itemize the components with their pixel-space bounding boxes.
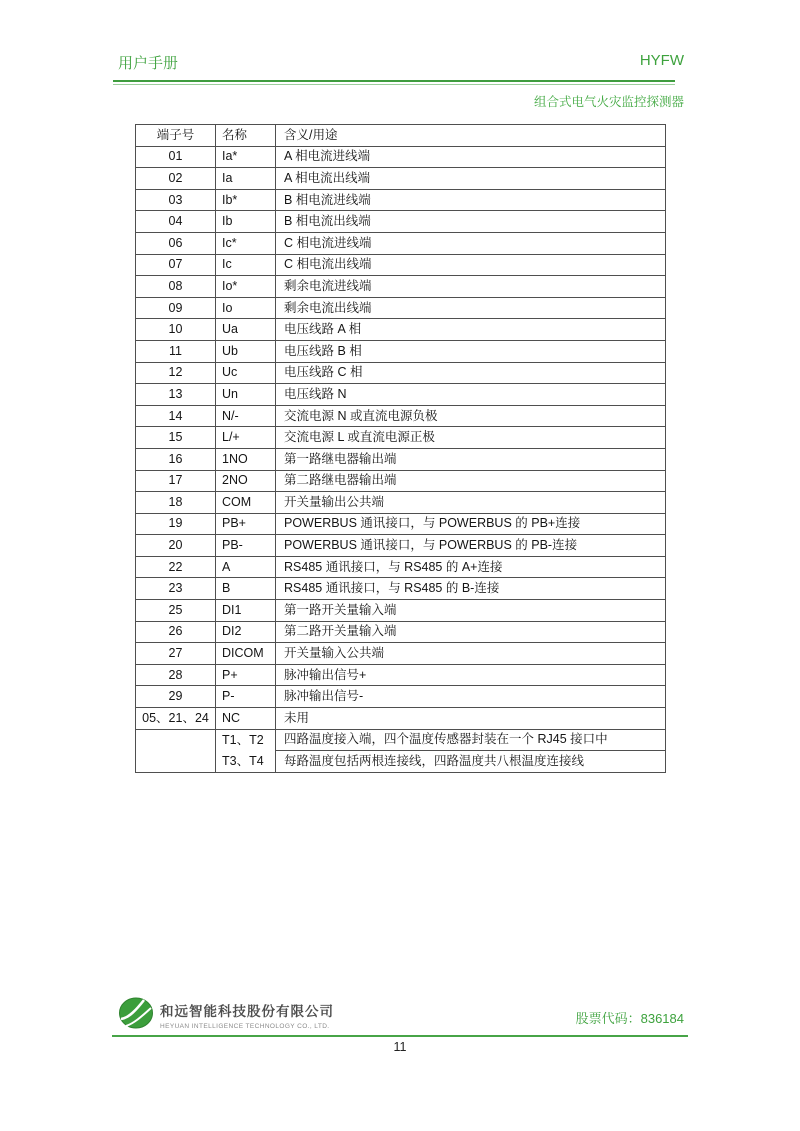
name-cell: Io* bbox=[216, 276, 276, 298]
name-cell: 1NO bbox=[216, 448, 276, 470]
meaning-cell: POWERBUS 通讯接口，与 POWERBUS 的 PB+连接 bbox=[276, 513, 666, 535]
terminal-cell: 14 bbox=[136, 405, 216, 427]
name-cell: Ua bbox=[216, 319, 276, 341]
terminal-cell: 04 bbox=[136, 211, 216, 233]
column-header-terminal: 端子号 bbox=[136, 125, 216, 147]
company-name-en: HEYUAN INTELLIGENCE TECHNOLOGY CO., LTD. bbox=[160, 1023, 330, 1030]
terminal-table bbox=[135, 124, 666, 773]
terminal-cell: 12 bbox=[136, 362, 216, 384]
terminal-cell: 15 bbox=[136, 427, 216, 449]
table-row bbox=[136, 254, 666, 276]
terminal-cell: 20 bbox=[136, 535, 216, 557]
name-cell: P- bbox=[216, 686, 276, 708]
meaning-cell: 交流电源 L 或直流电源正极 bbox=[276, 427, 666, 449]
meaning-cell: 每路温度包括两根连接线，四路温度共八根温度连接线 bbox=[276, 751, 666, 773]
terminal-cell: 22 bbox=[136, 556, 216, 578]
meaning-cell: 电压线路 B 相 bbox=[276, 340, 666, 362]
terminal-cell: 25 bbox=[136, 600, 216, 622]
name-cell: DI2 bbox=[216, 621, 276, 643]
table-header-row bbox=[136, 125, 666, 147]
name-cell: Ic* bbox=[216, 232, 276, 254]
meaning-cell: 电压线路 A 相 bbox=[276, 319, 666, 341]
meaning-cell: 脉冲输出信号+ bbox=[276, 664, 666, 686]
name-cell: Ub bbox=[216, 340, 276, 362]
meaning-cell: 脉冲输出信号- bbox=[276, 686, 666, 708]
name-cell: L/+ bbox=[216, 427, 276, 449]
table-row bbox=[136, 427, 666, 449]
meaning-cell: POWERBUS 通讯接口，与 POWERBUS 的 PB-连接 bbox=[276, 535, 666, 557]
meaning-cell: A 相电流进线端 bbox=[276, 146, 666, 168]
meaning-cell: B 相电流进线端 bbox=[276, 189, 666, 211]
terminal-cell: 26 bbox=[136, 621, 216, 643]
terminal-cell: 06 bbox=[136, 232, 216, 254]
table-row bbox=[136, 470, 666, 492]
table-row bbox=[136, 448, 666, 470]
table-row bbox=[136, 297, 666, 319]
meaning-cell: RS485 通讯接口，与 RS485 的 A+连接 bbox=[276, 556, 666, 578]
terminal-cell bbox=[136, 729, 216, 772]
name-cell: Uc bbox=[216, 362, 276, 384]
table-row bbox=[136, 362, 666, 384]
terminal-cell: 23 bbox=[136, 578, 216, 600]
terminal-cell: 07 bbox=[136, 254, 216, 276]
terminal-cell: 18 bbox=[136, 492, 216, 514]
table-row bbox=[136, 276, 666, 298]
name-line-1: T1、T2 bbox=[222, 733, 264, 748]
product-code: HYFW bbox=[639, 52, 684, 69]
doc-subtitle: 组合式电气火灾监控探测器 bbox=[533, 95, 684, 109]
meaning-cell: C 相电流进线端 bbox=[276, 232, 666, 254]
meaning-cell: 第一路继电器输出端 bbox=[276, 448, 666, 470]
meaning-cell: 电压线路 N bbox=[276, 384, 666, 406]
name-cell bbox=[216, 729, 276, 772]
name-cell: DI1 bbox=[216, 600, 276, 622]
name-cell: Ia* bbox=[216, 146, 276, 168]
company-name-cn: 和远智能科技股份有限公司 bbox=[160, 1004, 334, 1019]
meaning-cell: C 相电流出线端 bbox=[276, 254, 666, 276]
terminal-cell: 09 bbox=[136, 297, 216, 319]
terminal-cell: 16 bbox=[136, 448, 216, 470]
terminal-cell: 03 bbox=[136, 189, 216, 211]
terminal-cell: 02 bbox=[136, 168, 216, 190]
table-row bbox=[136, 340, 666, 362]
terminal-cell: 27 bbox=[136, 643, 216, 665]
meaning-cell: A 相电流出线端 bbox=[276, 168, 666, 190]
terminal-cell: 08 bbox=[136, 276, 216, 298]
name-cell: P+ bbox=[216, 664, 276, 686]
meaning-cell: B 相电流出线端 bbox=[276, 211, 666, 233]
terminal-cell: 29 bbox=[136, 686, 216, 708]
doc-title: 用户手册 bbox=[118, 55, 179, 72]
table-row bbox=[136, 686, 666, 708]
table-row bbox=[136, 708, 666, 730]
table-row bbox=[136, 513, 666, 535]
terminal-cell: 11 bbox=[136, 340, 216, 362]
name-cell: DICOM bbox=[216, 643, 276, 665]
table-row bbox=[136, 535, 666, 557]
name-line-2: T3、T4 bbox=[222, 753, 264, 768]
meaning-cell: 交流电源 N 或直流电源负极 bbox=[276, 405, 666, 427]
name-cell: A bbox=[216, 556, 276, 578]
table-row bbox=[136, 146, 666, 168]
table-row bbox=[136, 621, 666, 643]
table-row bbox=[136, 578, 666, 600]
table-body-merged bbox=[136, 729, 666, 772]
terminal-cell: 01 bbox=[136, 146, 216, 168]
name-cell: NC bbox=[216, 708, 276, 730]
header-rule-bottom bbox=[113, 84, 675, 85]
name-cell: Io bbox=[216, 297, 276, 319]
header-rule-top bbox=[113, 80, 675, 82]
table-row bbox=[136, 492, 666, 514]
table-row bbox=[136, 232, 666, 254]
footer-rule bbox=[112, 1035, 688, 1037]
column-header-meaning: 含义/用途 bbox=[276, 125, 666, 147]
stock-code: 股票代码：836184 bbox=[575, 1011, 684, 1026]
table-row bbox=[136, 405, 666, 427]
name-cell: Ia bbox=[216, 168, 276, 190]
table-row bbox=[136, 643, 666, 665]
name-cell: Ic bbox=[216, 254, 276, 276]
meaning-cell: 开关量输入公共端 bbox=[276, 643, 666, 665]
meaning-cell: RS485 通讯接口，与 RS485 的 B-连接 bbox=[276, 578, 666, 600]
table-row bbox=[136, 189, 666, 211]
name-cell: N/- bbox=[216, 405, 276, 427]
terminal-cell: 05、21、24 bbox=[136, 708, 216, 730]
name-cell: 2NO bbox=[216, 470, 276, 492]
meaning-cell: 剩余电流出线端 bbox=[276, 297, 666, 319]
table-row bbox=[136, 664, 666, 686]
table-row bbox=[136, 168, 666, 190]
page-number: 11 bbox=[393, 1040, 407, 1054]
name-cell: PB+ bbox=[216, 513, 276, 535]
table-row bbox=[136, 211, 666, 233]
meaning-cell: 四路温度接入端，四个温度传感器封装在一个 RJ45 接口中 bbox=[276, 729, 666, 751]
terminal-cell: 19 bbox=[136, 513, 216, 535]
name-cell: PB- bbox=[216, 535, 276, 557]
meaning-cell: 第二路继电器输出端 bbox=[276, 470, 666, 492]
table-row bbox=[136, 556, 666, 578]
meaning-cell: 电压线路 C 相 bbox=[276, 362, 666, 384]
terminal-cell: 10 bbox=[136, 319, 216, 341]
company-name-block bbox=[160, 1000, 334, 1030]
name-cell: COM bbox=[216, 492, 276, 514]
meaning-cell: 开关量输出公共端 bbox=[276, 492, 666, 514]
table-row bbox=[136, 600, 666, 622]
meaning-cell: 未用 bbox=[276, 708, 666, 730]
table-row bbox=[136, 384, 666, 406]
table-row bbox=[136, 319, 666, 341]
company-logo-icon bbox=[117, 995, 155, 1031]
terminal-cell: 17 bbox=[136, 470, 216, 492]
terminal-cell: 13 bbox=[136, 384, 216, 406]
column-header-name: 名称 bbox=[216, 125, 276, 147]
name-cell: Ib bbox=[216, 211, 276, 233]
meaning-cell: 第一路开关量输入端 bbox=[276, 600, 666, 622]
table-row bbox=[136, 729, 666, 751]
name-cell: Un bbox=[216, 384, 276, 406]
meaning-cell: 剩余电流进线端 bbox=[276, 276, 666, 298]
terminal-cell: 28 bbox=[136, 664, 216, 686]
name-cell: B bbox=[216, 578, 276, 600]
table-body bbox=[136, 146, 666, 729]
meaning-cell: 第二路开关量输入端 bbox=[276, 621, 666, 643]
name-cell: Ib* bbox=[216, 189, 276, 211]
